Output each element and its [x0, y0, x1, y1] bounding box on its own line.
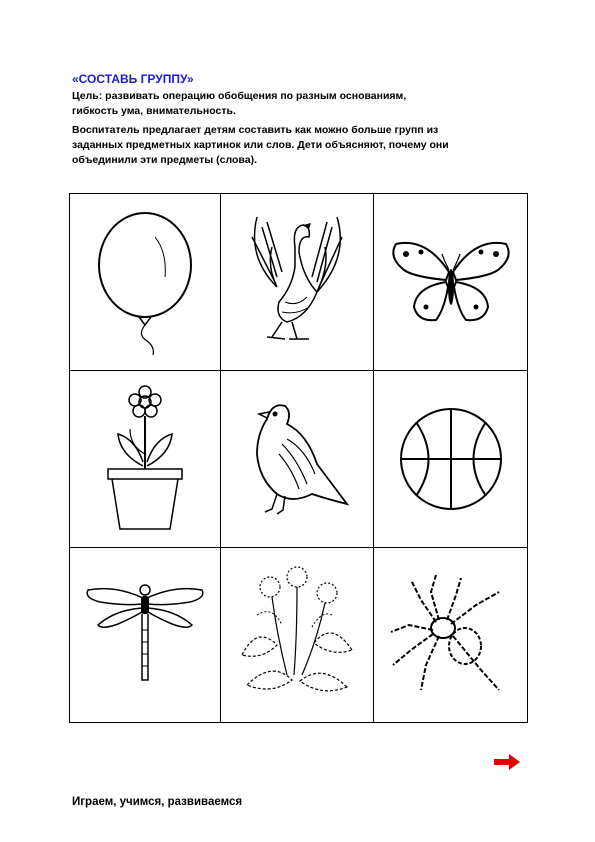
cell-spider: [374, 548, 527, 722]
page-title: «СОСТАВЬ ГРУППУ»: [72, 72, 194, 86]
picture-grid: [69, 193, 528, 723]
cell-butterfly: [374, 194, 527, 371]
goal-line-1: Цель: развивать операцию обобщения по разным основаниям,: [72, 90, 407, 102]
flower-pot-icon: [90, 384, 200, 534]
cell-flower-pot: [70, 371, 221, 548]
right-arrow-icon[interactable]: [494, 754, 520, 770]
dove-icon: [237, 394, 357, 524]
instruction-line-3: объединили эти предметы (слова).: [72, 154, 257, 166]
dragonfly-icon: [80, 580, 210, 690]
butterfly-icon: [386, 232, 516, 332]
footer-text: Играем, учимся, развиваемся: [72, 796, 243, 808]
swan-icon: [237, 207, 357, 357]
instruction-line-1: Воспитатель предлагает детям составить как можно больше групп из: [72, 124, 439, 136]
cell-swan: [221, 194, 374, 371]
cell-dandelion: [221, 548, 374, 722]
cell-basketball: [374, 371, 527, 548]
basketball-icon: [396, 404, 506, 514]
spider-icon: [381, 570, 521, 700]
dandelion-icon: [232, 565, 362, 705]
cell-balloon: [70, 194, 221, 371]
goal-line-2: гибкость ума, внимательность.: [72, 105, 236, 117]
cell-dragonfly: [70, 548, 221, 722]
instruction-line-2: заданных предметных картинок или слов. Дети объясняют, почему они: [72, 139, 449, 151]
cell-dove: [221, 371, 374, 548]
balloon-icon: [85, 207, 205, 357]
